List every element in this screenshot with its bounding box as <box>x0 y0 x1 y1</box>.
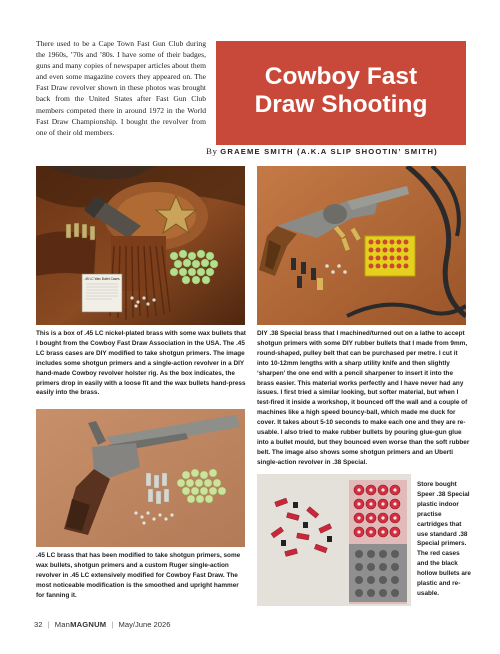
page-footer: 32 | ManMAGNUM | May/June 2026 <box>34 620 171 629</box>
photo-38-special-brass <box>257 166 466 325</box>
caption-ruger-revolver: .45 LC brass that has been modified to take shotgun primers, some wax bullets, shotgun primers and a custom Ruger single-action revolver in .45 LC extensively modified for Cowboy Fast Draw. The most noticeable modification is the smoothed and upright hammer for fanning it. <box>36 552 241 599</box>
magazine-name <box>55 620 107 629</box>
byline <box>206 146 476 156</box>
magazine-name-prefix: Man <box>54 620 71 629</box>
byline-by: By <box>206 146 218 156</box>
byline-author: GRAEME SMITH (A.K.A SLIP SHOOTIN’ SMITH) <box>220 147 438 156</box>
box-label: .45 LC Wax Bullet Cases <box>84 277 120 281</box>
caption-plastic-cartridges: Store bought Speer .38 Special plastic indoor practise cartridges that use standard .38 Special primers. The red cases and the black hollow bullets are plastic and re-usable. <box>417 481 471 597</box>
photo-ruger-revolver <box>36 409 245 547</box>
intro-paragraph: There used to be a Cape Town Fast Gun Club during the 1960s, ’70s and ’80s. I have some of their badges, guns and many copies of newspaper articles about them and even some magazine covers they appeared on. The Fast Draw revolver shown in these photos was brought back from the United States after Fast Gun Club members competed there in around 1972 in the World Fast Draw Championship. I bought the revolver from one of their old members. <box>36 39 206 137</box>
magazine-name-main: MAGNUM <box>70 620 107 629</box>
photo-holster-rig <box>36 166 245 325</box>
caption-38-special-brass: DIY .38 Special brass that I machined/turned out on a lathe to accept shotgun primers with some DIY rubber bullets that I made from 9mm, round-shaped, pulley belt that can be purchased per metre. I cut it into 10-12mm lengths with a sharp utility knife and then slightly ‘sharpen’ the one end with a pencil sharpener to insert it into the brass easier. This material works perfectly and I have never had any issues. I first tried a similar looking, but softer material, but when I test-fired it inside a workshop, it bounced off the wall and a couple of machines like a high speed bouncy-ball, which made me duck for cover. It takes about 5-10 seconds to make each one and they are re-usable. I also tried to make rubber bullets by pouring glue-gun glue into a bullet mould, but they bounced even worse than the soft rubber belt. The image also shows some shotgun primers and an Uberti single-action revolver in .38 Special. <box>257 330 470 466</box>
title-banner <box>216 41 466 145</box>
photo-plastic-cartridges <box>257 474 411 606</box>
issue-date: May/June 2026 <box>118 620 171 629</box>
caption-holster-rig: This is a box of .45 LC nickel-plated brass with some wax bullets that I bought from the Cowboy Fast Draw Association in the USA. The .45 LC brass cases are DIY modified to take shotgun primers. The image includes some shotgun primers and a single-action revolver in a DIY hand-made Cowboy revolver holster rig. As the box indicates, the primers drop in easily with a loose fit and the wax bullets hand-press easily into the brass. <box>36 330 246 397</box>
article-title <box>216 63 466 119</box>
page-number: 32 <box>34 620 43 629</box>
title-line-1: Cowboy Fast <box>264 63 418 90</box>
title-line-2: Draw Shooting <box>254 91 428 118</box>
